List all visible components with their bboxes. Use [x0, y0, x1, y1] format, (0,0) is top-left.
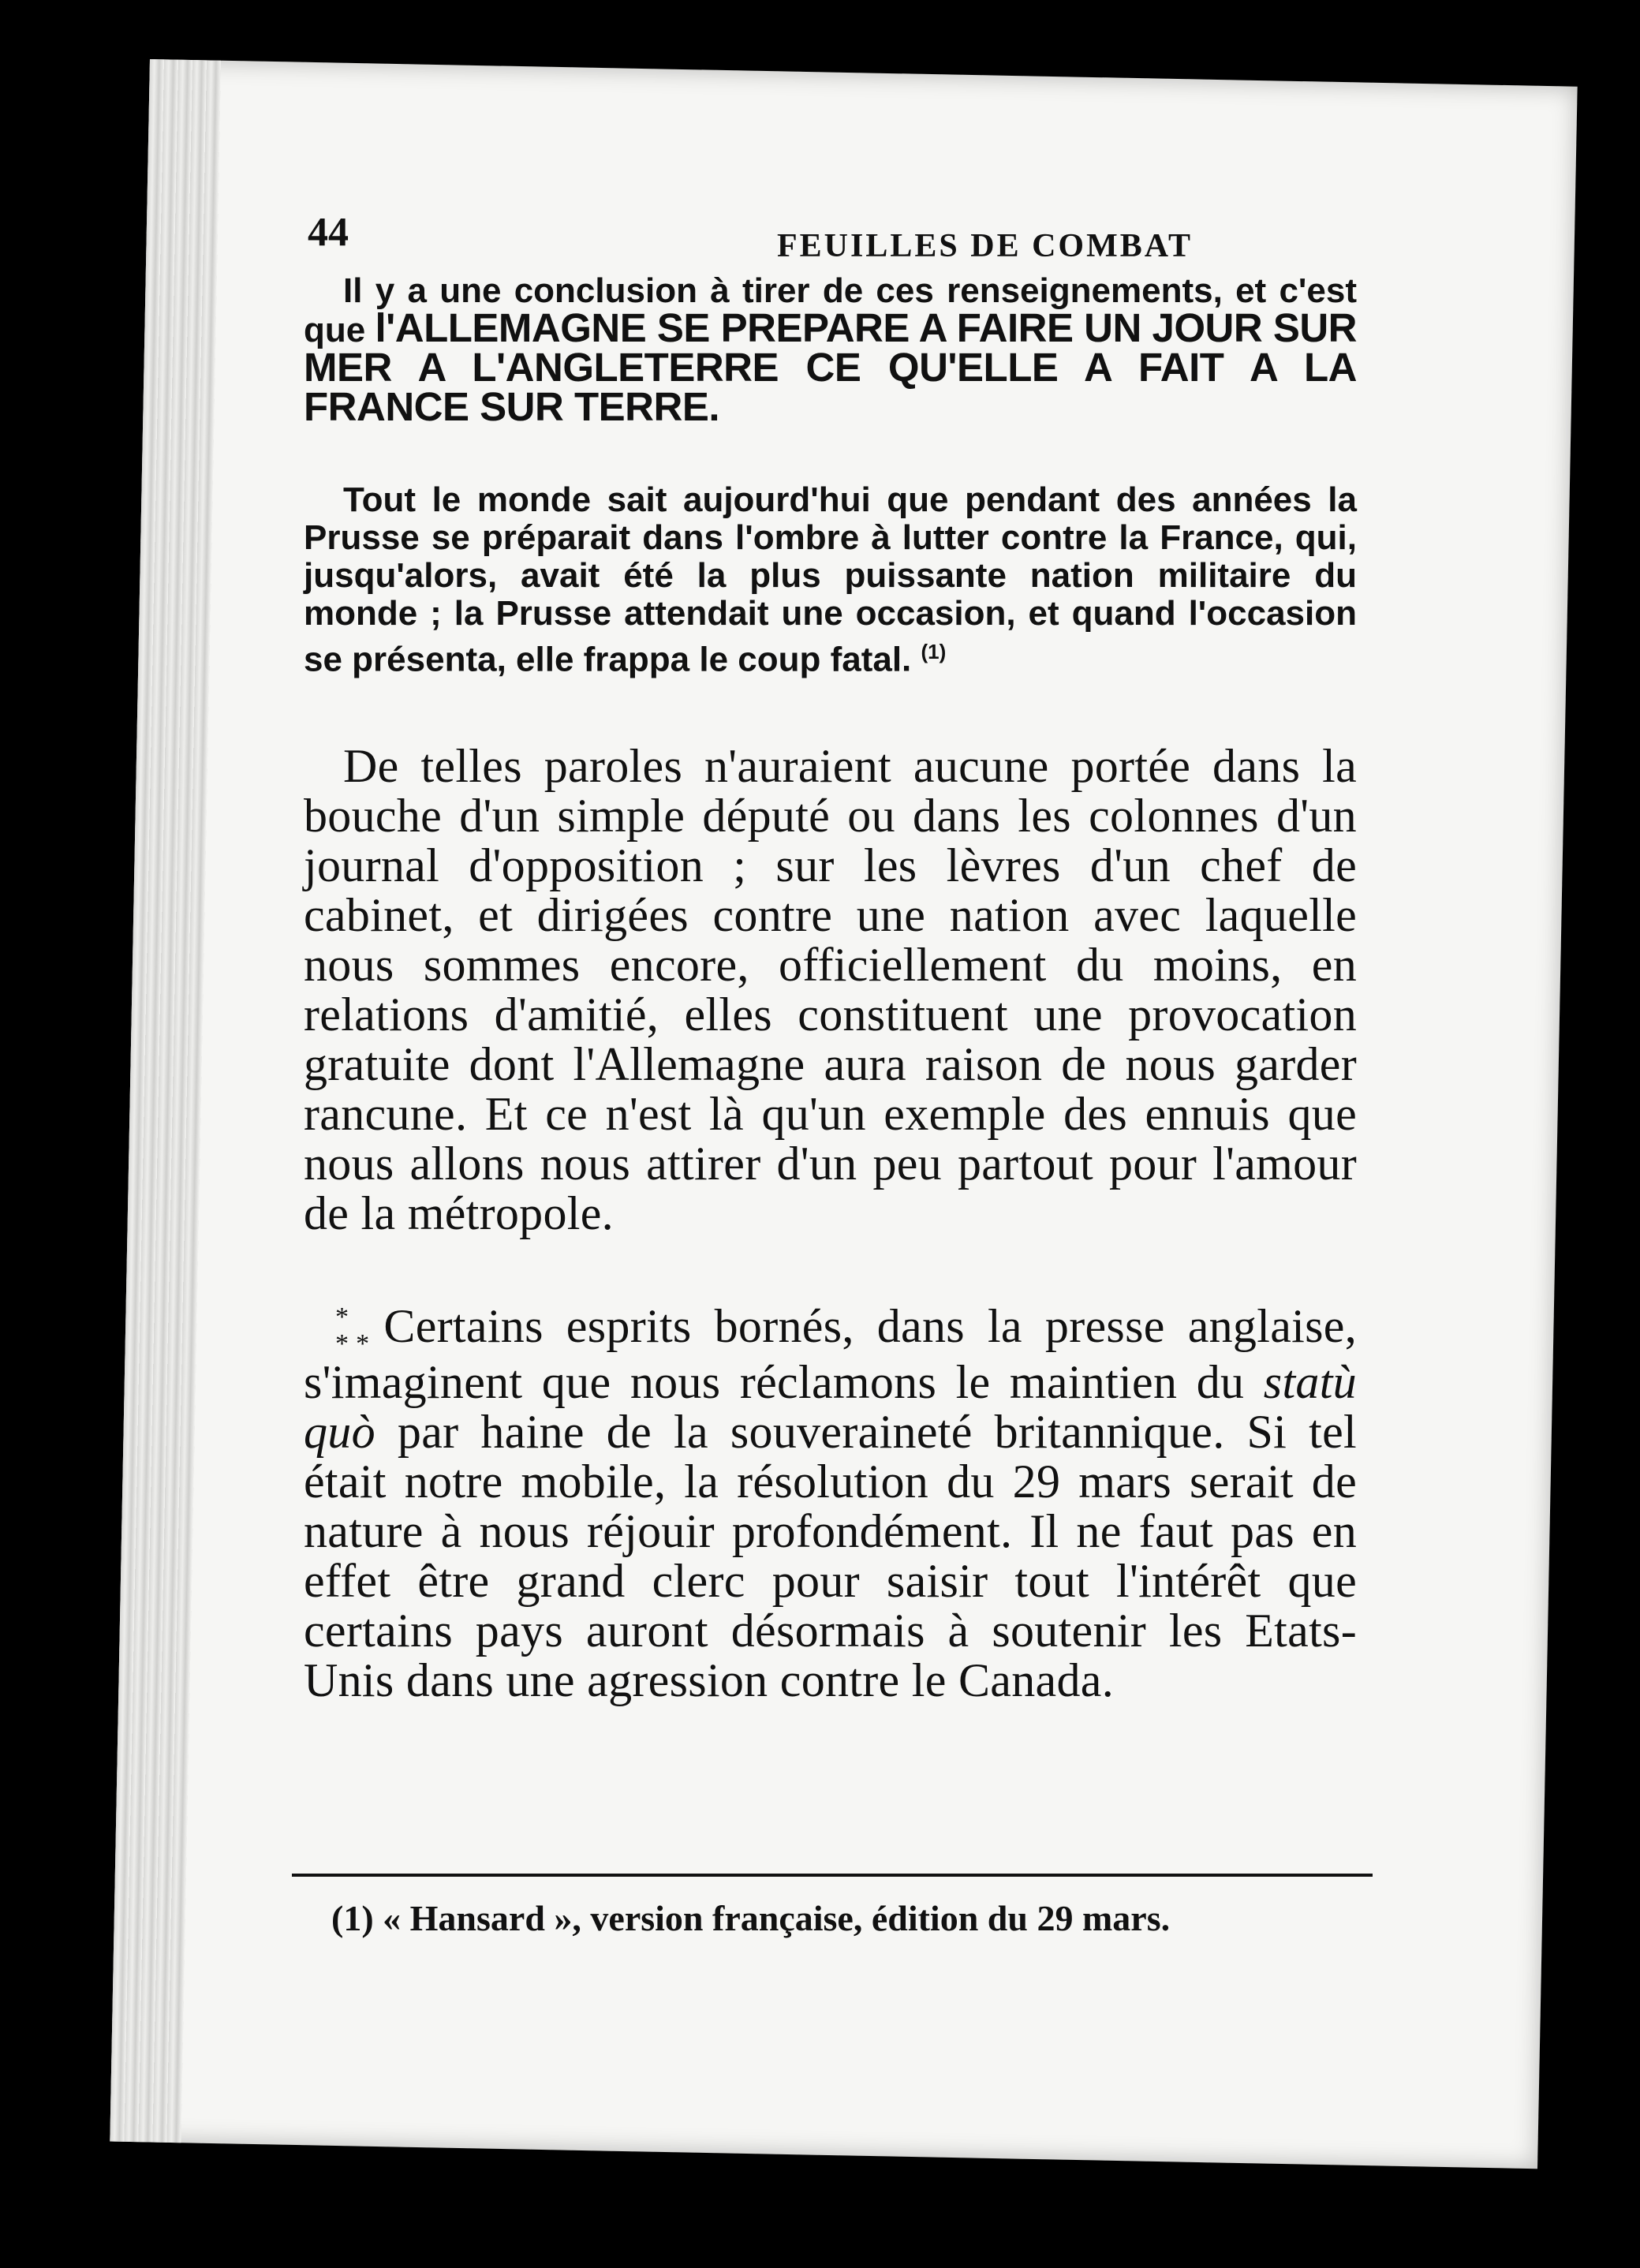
body-paragraph-1	[304, 742, 1357, 1239]
quoted-paragraph-1-caps: l'ALLEMAGNE SE PREPARE A FAIRE UN JOUR SUR MER A L'ANGLETERRE CE QU'ELLE A FAIT A LA FRANCE SUR TERRE.	[304, 305, 1358, 429]
body-paragraph-1-text: De telles paroles n'auraient aucune portée dans la bouche d'un simple député ou dans les colonnes d'un journal d'opposition ; sur les lèvres d'un chef de cabinet, et dirigées contre une nation avec laquelle nous sommes encore, officiellement du moins, en relations d'amitié, elles constituent une provocation gratuite dont l'Allemagne aura raison de nous garder rancune. Et ce n'est là qu'un exemple des ennuis que nous allons nous attirer d'un peu partout pour l'amour de la métropole.	[304, 740, 1357, 1239]
section-asterism: * * *	[335, 1302, 370, 1359]
quoted-paragraph-2	[304, 481, 1357, 679]
page-binding-edge	[110, 59, 221, 2143]
footnote-text: (1) « Hansard », version française, édition du 29 mars.	[331, 1898, 1171, 1938]
quoted-passage-1	[304, 272, 1357, 428]
quoted-paragraph-2-text: Tout le monde sait aujourd'hui que pendant des années la Prusse se préparait dans l'ombre à lutter contre la France, qui, jusqu'alors, avait été la plus puissante nation militaire du monde ; la Prusse attendait une occasion, et quand l'occasion se présenta, elle frappa le coup fatal.	[304, 480, 1357, 679]
footnote-rule	[292, 1874, 1373, 1877]
body-paragraph-2	[304, 1302, 1357, 1706]
page-number: 44	[308, 210, 349, 255]
footnote-reference: (1)	[921, 640, 947, 663]
running-title: FEUILLES DE COMBAT	[777, 228, 1193, 264]
body-paragraph-2-text	[304, 1302, 1357, 1706]
body-paragraph-2-rest: par haine de la souveraineté britannique. Si tel était notre mobile, la résolution du 29 mars serait de nature à nous réjouir profondément. Il ne faut pas en effet être grand clerc pour saisir tout l'intérêt que certains pays auront désormais à soutenir les Etats-Unis dans une agression contre le Canada.	[304, 1406, 1357, 1707]
quoted-paragraph-1	[304, 272, 1357, 428]
footnote	[331, 1897, 1357, 1940]
body-paragraph-2-italic: statù quò	[304, 1356, 1357, 1459]
quoted-paragraph-1-lead: Il y a une conclusion à tirer de ces renseignements, et c'est que	[304, 271, 1357, 349]
body-paragraph-2-lead: Certains esprits bornés, dans la presse anglaise, s'imaginent que nous réclamons le maintien du	[304, 1300, 1357, 1409]
quoted-passage-2	[304, 481, 1357, 679]
